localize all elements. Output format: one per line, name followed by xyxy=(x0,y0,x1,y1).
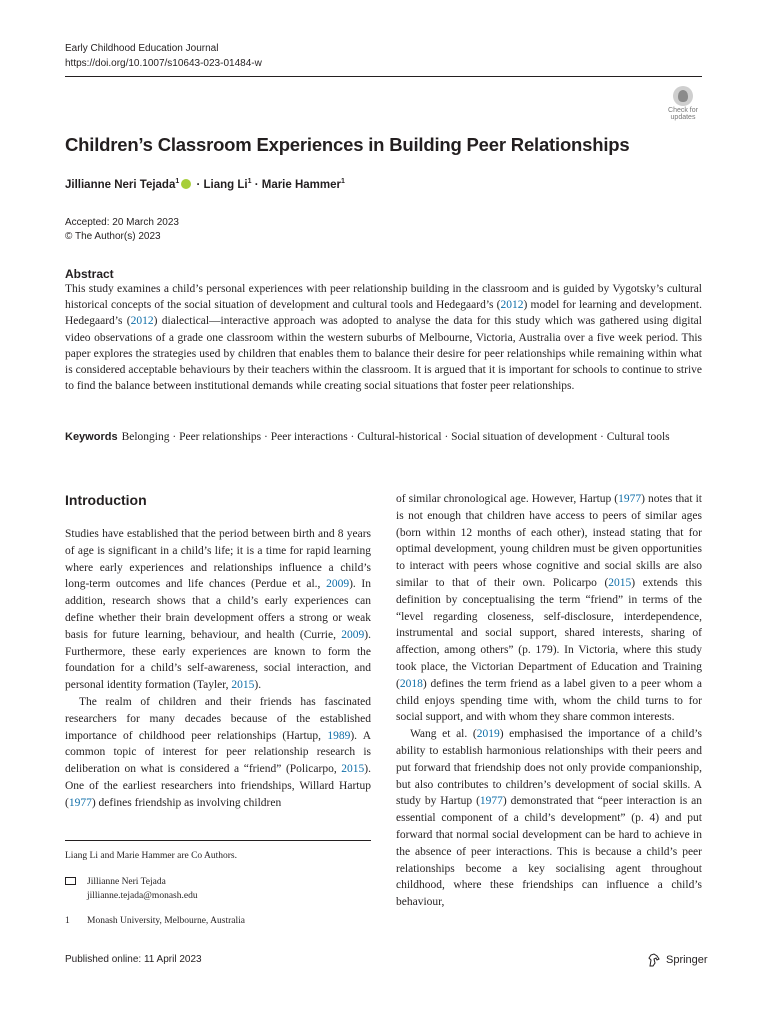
paragraph: Wang et al. (2019) emphasised the importance of a child’s ability to establish harmonious relationships with their peers and put forward that friendship does not only provide companionship, but also contributes to children’s development of social skills. A study by Hartup (1977) demonstrated that “peer interaction is an essential component of a child’s development” (p. 4) and put forward that normal social development can be hard to achieve in the absence of peer interactions. This is because a child’s peer relationships become a key socialising agent throughout childhood, where these friendships can influence a child’s behaviour, xyxy=(396,728,703,909)
corresponding-author xyxy=(65,875,371,903)
affiliation-mark: 1 xyxy=(247,178,252,186)
citation-link[interactable]: 2015 xyxy=(231,679,255,692)
keywords xyxy=(65,429,702,445)
header-rule xyxy=(65,76,702,77)
footnote-rule xyxy=(65,840,371,841)
citation-link[interactable]: 2009 xyxy=(326,578,350,591)
paragraph: of similar chronological age. However, Hartup (1977) notes that it is not enough that children have access to peers of similar ages (born within 12 months of each other), instead stating that for optimal development, young children must be given opportunities to interact with peers whose cognitive and social skills are also similar to that of their own. Policarpo (2015) extends this definition by conceptualising the term “friend” in terms of the “level regarding closeness, self-disclosure, interdependence, instrumental and social support, shared interests, sharing of affection, among others” (p. 179). In Victoria, where this study took place, the Victorian Department of Education and Training (2018) defines the term friend as a label given to a peer whom a child enjoys spending time with, whom the child turns to for social support, and with whom they share common interests. xyxy=(396,493,702,724)
abstract-text: This study examines a child’s personal experiences with peer relationship building in the classroom and is guided by Vygotsky’s cultural historical concepts of the social situation of development and cultural tools and Hedegaard’s (2012) model for learning and development. Hedegaard’s (2012) dialectical—interactive approach was adopted to analyse the data for this study which was gathered using digital video observations of a grade one classroom within the western suburbs of Melbourne, Victoria, Australia over a five week period. This paper explores the strategies used by children that enables them to balance their desire for peer relationships while remaining within what is considered acceptable behaviours by their teachers within the classroom. It is argued that it is important for schools to continue to strive to find the balance between institutional demands while creating social situations that foster peer relationships. xyxy=(65,283,702,393)
author-separator: · xyxy=(193,179,204,191)
citation-link[interactable]: 2015 xyxy=(341,763,365,776)
citation-link[interactable]: 2019 xyxy=(476,728,500,741)
accepted-date: Accepted: 20 March 2023 xyxy=(65,217,179,228)
citation-link[interactable]: 2012 xyxy=(130,315,154,328)
author-name[interactable]: Liang Li xyxy=(203,179,248,191)
affiliation-mark: 1 xyxy=(65,916,70,926)
author-name[interactable]: Jillianne Neri Tejada xyxy=(65,179,176,191)
doi-link[interactable]: https://doi.org/10.1007/s10643-023-01484-w xyxy=(65,58,262,69)
affiliation-mark: 1 xyxy=(175,178,180,186)
citation-link[interactable]: 1989 xyxy=(327,729,351,742)
check-for-updates-button[interactable] xyxy=(664,86,702,122)
co-author-note: Liang Li and Marie Hammer are Co Authors. xyxy=(65,851,238,861)
affiliation-mark: 1 xyxy=(341,178,345,186)
published-date: Published online: 11 April 2023 xyxy=(65,954,202,965)
author-name[interactable]: Marie Hammer xyxy=(261,179,341,191)
author-list xyxy=(65,177,345,193)
publisher-name: Springer xyxy=(666,954,708,966)
paragraph: The realm of children and their friends has fascinated researchers for many decades because of the established importance of childhood peer relationships (Hartup, 1989). A common topic of interest for peer relationship research is deliberation on what is considered a “friend” (Policarpo, 2015). One of the earliest researchers into friendships, Willard Hartup (1977) defines friendship as involving children xyxy=(65,695,372,809)
citation-link[interactable]: 2018 xyxy=(399,677,423,690)
contact-name: Jillianne Neri Tejada xyxy=(87,877,166,887)
affiliation-text: Monash University, Melbourne, Australia xyxy=(87,916,245,926)
journal-header xyxy=(65,41,262,71)
springer-horse-icon xyxy=(647,953,661,967)
body-column-left xyxy=(65,526,371,812)
citation-link[interactable]: 1977 xyxy=(68,796,92,809)
journal-name: Early Childhood Education Journal xyxy=(65,43,219,54)
paragraph: Studies have established that the period between birth and 8 years of age is significant in a child’s life; it is a time for rapid learning where early experiences and relationships influence a child’s long-term outcomes and life chances (Perdue et al., 2009). In addition, research shows that a child’s early experiences can define whether their brain development offers a strong or weak basis for future learning, behaviour, and health (Currie, 2009). Furthermore, these early experiences are known to form the foundation for a child’s self-awareness, social interaction, and personal identity formation (Tayler, 2015). xyxy=(65,528,371,692)
author-separator: · xyxy=(251,179,262,191)
copyright-line: © The Author(s) 2023 xyxy=(65,231,161,242)
citation-link[interactable]: 1977 xyxy=(618,493,642,505)
crossmark-icon xyxy=(673,86,693,106)
keywords-label: Keywords xyxy=(65,431,118,443)
citation-link[interactable]: 2012 xyxy=(500,299,524,312)
updates-label: updates xyxy=(670,114,696,121)
affiliation-note xyxy=(65,914,371,928)
article-dates xyxy=(65,216,179,244)
contact-email[interactable]: jillianne.tejada@monash.edu xyxy=(87,891,198,901)
citation-link[interactable]: 2015 xyxy=(608,576,632,589)
citation-link[interactable]: 2009 xyxy=(341,628,365,641)
keywords-list: Belonging · Peer relationships · Peer interactions · Cultural-historical · Social situation of development · Cultural tools xyxy=(121,431,670,443)
check-for-label: Check for xyxy=(668,107,698,114)
springer-logo xyxy=(647,953,708,967)
article-title: Children’s Classroom Experiences in Building Peer Relationships xyxy=(65,134,630,155)
citation-link[interactable]: 1977 xyxy=(479,795,503,808)
orcid-icon[interactable] xyxy=(181,179,191,189)
section-heading-introduction: Introduction xyxy=(65,492,147,508)
abstract-heading: Abstract xyxy=(65,267,114,281)
footnotes xyxy=(65,849,371,928)
body-column-right xyxy=(396,491,702,911)
envelope-icon xyxy=(65,877,76,885)
